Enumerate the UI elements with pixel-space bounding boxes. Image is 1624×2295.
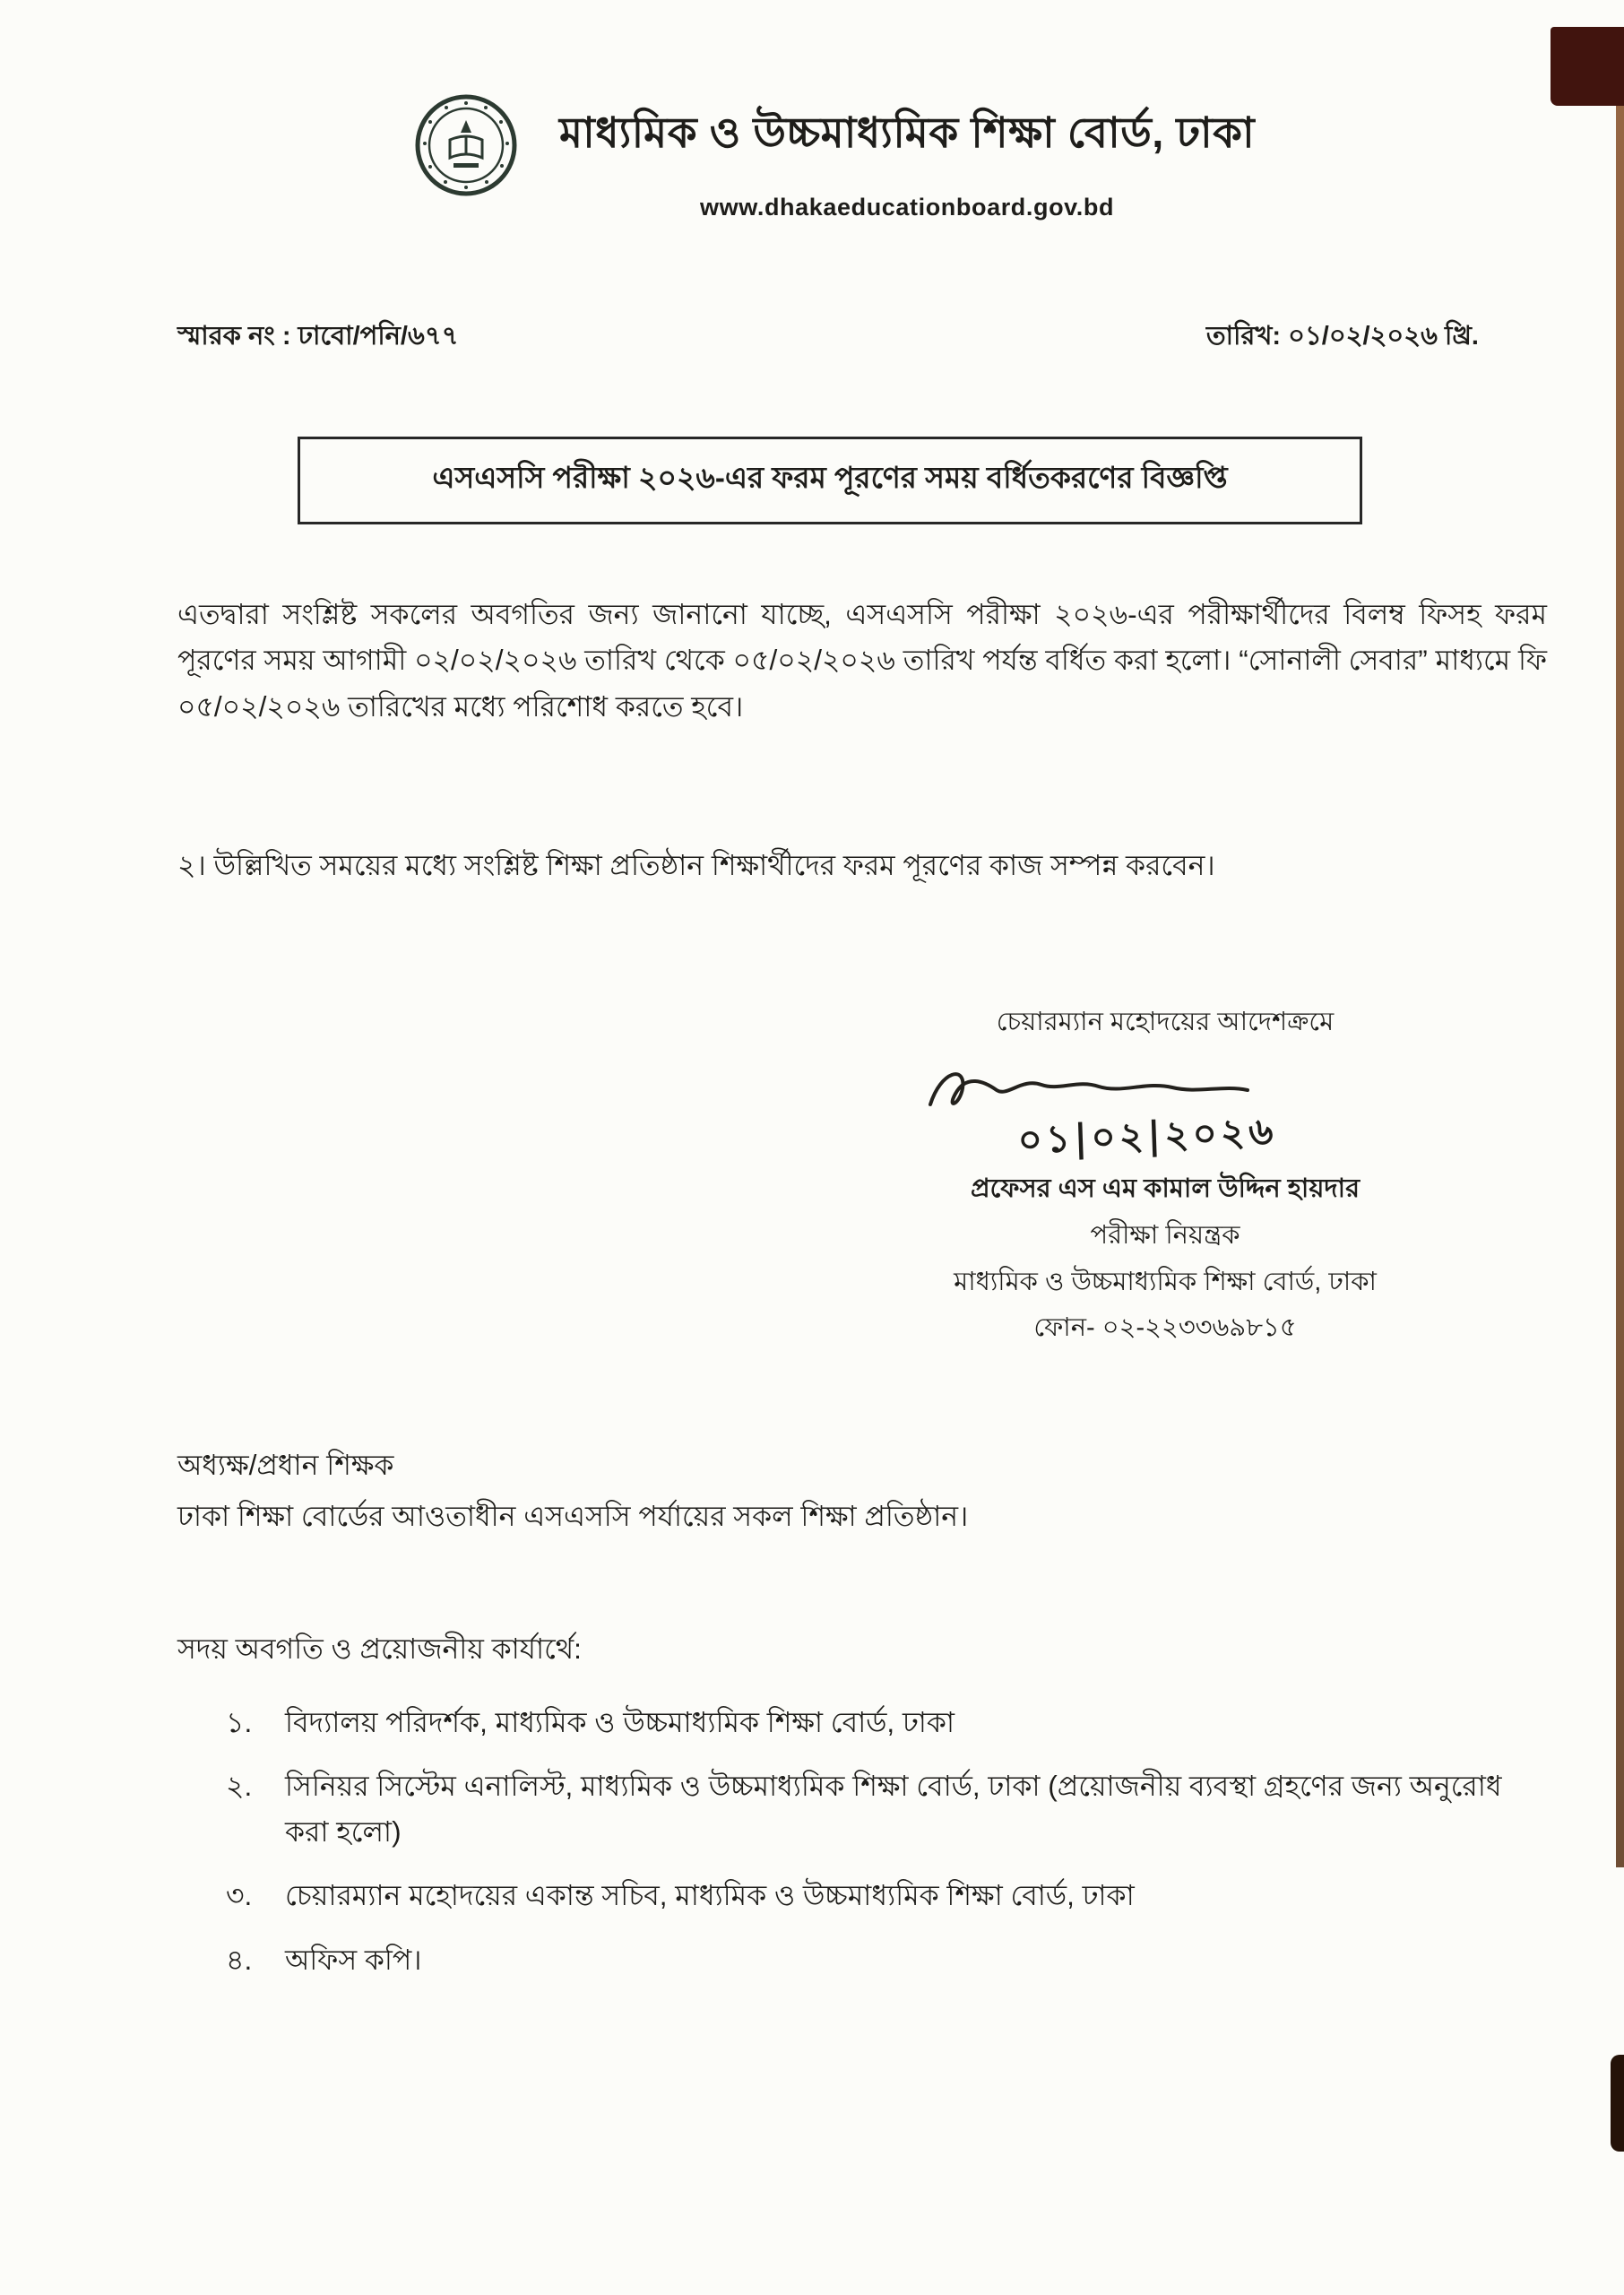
letterhead-text: [559, 93, 1255, 221]
addressee-detail: ঢাকা শিক্ষা বোর্ডের আওতাধীন এসএসসি পর্যায়ের সকল শিক্ষা প্রতিষ্ঠান।: [177, 1500, 969, 1533]
signatory-org: মাধ্যমিক ও উচ্চমাধ্যমিক শিক্ষা বোর্ড, ঢাকা: [954, 1267, 1377, 1296]
subject-text: এসএসসি পরীক্ষা ২০২৬-এর ফরম পূরণের সময় বর্ধিতকরণের বিজ্ঞপ্তি: [432, 461, 1228, 494]
cc-item: [226, 1763, 1520, 1854]
cc-item-number: ১.: [226, 1706, 253, 1738]
subject-box: [298, 437, 1362, 524]
memo-row: [177, 316, 1479, 359]
scan-artifact-right-strip: [1616, 106, 1624, 1867]
board-logo-seal: [414, 93, 518, 197]
signatory-designation: পরীক্ষা নিয়ন্ত্রক: [1090, 1220, 1240, 1250]
cc-heading: সদয় অবগতি ও প্রয়োজনীয় কার্যার্থে:: [177, 1632, 582, 1665]
signature-block: [878, 1006, 1452, 1346]
cc-item: [226, 1937, 1520, 1982]
cc-item-text: চেয়ারম্যান মহোদয়ের একান্ত সচিব, মাধ্যমিক ও উচ্চমাধ্যমিক শিক্ষা বোর্ড, ঢাকা: [285, 1879, 1135, 1912]
cc-item-text: সিনিয়র সিস্টেম এনালিস্ট, মাধ্যমিক ও উচ্চমাধ্যমিক শিক্ষা বোর্ড, ঢাকা (প্রয়োজনীয় ব্যবস্থা গ্রহণের জন্য অনুরোধ করা হলো): [285, 1770, 1502, 1848]
cc-list: [226, 1700, 1520, 2001]
body-paragraph-2: ২। উল্লিখিত সময়ের মধ্যে সংশ্লিষ্ট শিক্ষা প্রতিষ্ঠান শিক্ষার্থীদের ফরম পূরণের কাজ সম্পন্ন করবেন।: [177, 849, 1215, 881]
scan-artifact-top-right: [1551, 27, 1624, 106]
addressee-title: অধ্যক্ষ/প্রধান শিক্ষক: [177, 1449, 394, 1481]
cc-item-text: বিদ্যালয় পরিদর্শক, মাধ্যমিক ও উচ্চমাধ্যমিক শিক্ষা বোর্ড, ঢাকা: [285, 1706, 955, 1738]
cc-item: [226, 1873, 1520, 1918]
memo-number: স্মারক নং : ঢাবো/পনি/৬৭৭: [177, 322, 459, 351]
handwritten-date: ০১|০২|২০২৬: [1016, 1108, 1278, 1162]
body-paragraph-1: এতদ্বারা সংশ্লিষ্ট সকলের অবগতির জন্য জানানো যাচ্ছে, এসএসসি পরীক্ষা ২০২৬-এর পরীক্ষার্থীদের বিলম্ব ফিসহ ফরম পূরণের সময় আগামী ০২/০২/২০২৬ তারিখ থেকে ০৫/০২/২০২৬ তারিখ পর্যন্ত বর্ধিত করা হলো। “সোনালী সেবার” মাধ্যমে ফি ০৫/০২/২০২৬ তারিখের মধ্যে পরিশোধ করতে হবে।: [177, 598, 1547, 723]
cc-item-text: অফিস কপি।: [285, 1943, 422, 1976]
cc-item-number: ৩.: [226, 1879, 253, 1912]
addressee-block: [177, 1440, 1522, 1543]
cc-item: [226, 1700, 1520, 1745]
letterhead: [414, 93, 1255, 221]
signatory-name: প্রফেসর এস এম কামাল উদ্দিন হায়দার: [970, 1174, 1361, 1204]
signatory-phone: ফোন- ০২-২২৩৩৬৯৮১৫: [1033, 1313, 1297, 1343]
cc-item-number: ২.: [226, 1770, 253, 1803]
website-url: www.dhakaeducationboard.gov.bd: [700, 194, 1115, 221]
org-name: মাধ্যমিক ও উচ্চমাধ্যমিক শিক্ষা বোর্ড, ঢাকা: [559, 108, 1256, 156]
memo-date: তারিখ: ০১/০২/২০২৬ খ্রি.: [1205, 322, 1479, 351]
scan-artifact-bottom-right: [1611, 2055, 1624, 2152]
by-order-text: চেয়ারম্যান মহোদয়ের আদেশক্রমে: [996, 1008, 1335, 1036]
cc-item-number: ৪.: [226, 1943, 253, 1976]
